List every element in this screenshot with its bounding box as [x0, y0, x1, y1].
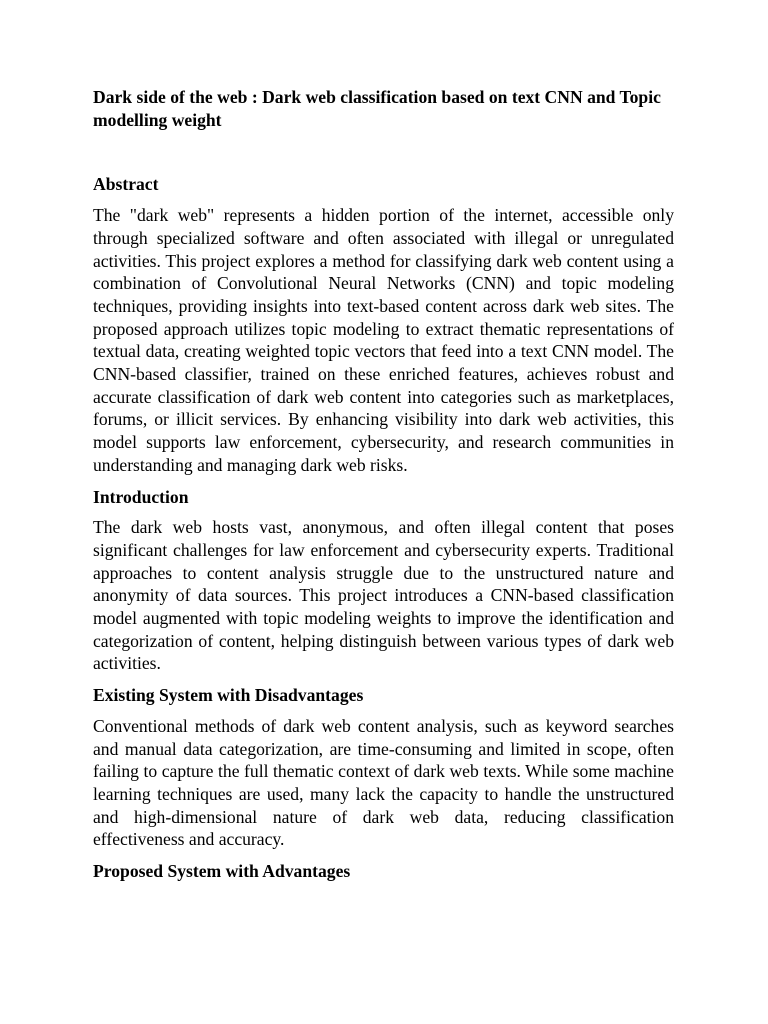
proposed-system-heading: Proposed System with Advantages — [93, 861, 351, 882]
abstract-heading: Abstract — [93, 174, 159, 195]
introduction-heading: Introduction — [93, 486, 189, 507]
document-page — [93, 86, 674, 883]
existing-system-heading: Existing System with Disadvantages — [93, 685, 364, 706]
abstract-paragraph: The "dark web" represents a hidden portion of the internet, accessible only through specialized software and often associated with illegal or unregulated activities. This project explores a method for classifying dark web content using a combination of Convolutional Neural Networks (CNN) and topic modeling techniques, providing insights into text-based content across dark web sites. The proposed approach utilizes topic modeling to extract thematic representations of textual data, creating weighted topic vectors that feed into a text CNN model. The CNN-based classifier, trained on these enriched features, achieves robust and accurate classification of dark web content into categories such as marketplaces, forums, or illicit services. By enhancing visibility into dark web activities, this model supports law enforcement, cybersecurity, and research communities in understanding and managing dark web risks. — [93, 205, 674, 475]
introduction-paragraph: The dark web hosts vast, anonymous, and often illegal content that poses significant challenges for law enforcement and cybersecurity experts. Traditional approaches to content analysis struggle due to the unstructured nature and anonymity of data sources. This project introduces a CNN-based classification model augmented with topic modeling weights to improve the identification and categorization of content, helping distinguish between various types of dark web activities. — [93, 517, 674, 674]
document-title: Dark side of the web : Dark web classification based on text CNN and Topic modelling weight — [93, 87, 661, 130]
existing-system-paragraph: Conventional methods of dark web content analysis, such as keyword searches and manual data categorization, are time-consuming and limited in scope, often failing to capture the full thematic context of dark web texts. While some machine learning techniques are used, many lack the capacity to handle the unstructured and high-dimensional nature of dark web data, reducing classification effectiveness and accuracy. — [93, 715, 674, 850]
